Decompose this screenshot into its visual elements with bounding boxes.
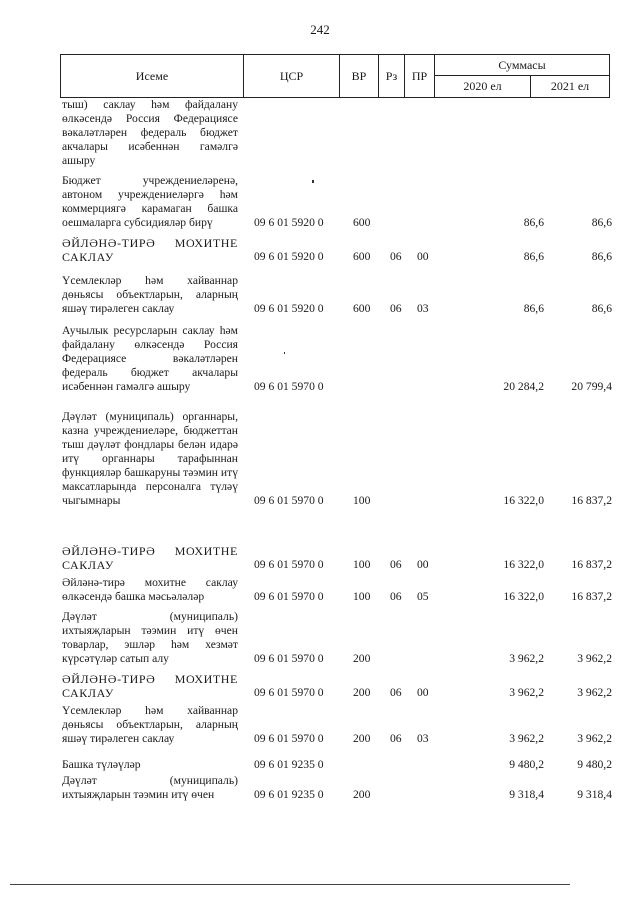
row-vr: 200 — [353, 732, 371, 745]
row-sum-2020: 20 284,2 — [503, 380, 544, 393]
row-values — [60, 758, 612, 772]
row-values — [60, 732, 612, 746]
row-pr: 00 — [417, 250, 429, 263]
row-csr: 09 6 01 5970 0 — [254, 494, 324, 507]
row-sum-2020: 16 322,0 — [503, 590, 544, 603]
row-name: тыш) саклау һәм файдалану өлкәсендә Россия Федерациясе вәкаләтләрен федераль бюджет акчалары исәбеннән гамәлгә ашыру — [62, 98, 238, 167]
row-sum-2021: 9 480,2 — [577, 758, 612, 771]
row-values — [60, 494, 612, 508]
page-bottom-line — [10, 884, 570, 885]
table-row — [60, 544, 612, 572]
row-name: Аучылык ресурсларын саклау һәм файдалану өлкәсендә Россия Федерациясе вәкаләтләрен федераль бюджет акчалары исәбеннән гамәлгә ашыру — [62, 324, 238, 393]
row-vr: 100 — [353, 558, 371, 571]
row-name: Дәүләт (муниципаль) органнары, казна учреждениеләре, бюджеттан тыш дәүләт фондлары белән идарә итү органнары тарафыннан функцияләр башкаруны тәэмин итү максатларында персоналга түләү чыгымнары — [62, 410, 238, 507]
row-name: ӘЙЛӘНӘ-ТИРӘ МОХИТНЕ САКЛАУ — [62, 672, 238, 700]
header-pr: ПР — [405, 55, 435, 97]
header-year-2020: 2020 ел — [435, 76, 531, 97]
row-sum-2021: 9 318,4 — [577, 788, 612, 801]
row-sum-2021: 86,6 — [591, 216, 612, 229]
row-sum-2021: 16 837,2 — [571, 494, 612, 507]
row-values — [60, 788, 612, 802]
scan-speck — [284, 352, 285, 354]
header-sum: Суммасы — [435, 55, 609, 76]
row-pr: 00 — [417, 558, 429, 571]
row-sum-2020: 3 962,2 — [509, 652, 544, 665]
row-name: ӘЙЛӘНӘ-ТИРӘ МОХИТНЕ САКЛАУ — [62, 544, 238, 572]
row-rz: 06 — [390, 590, 402, 603]
table-row — [60, 98, 612, 168]
row-name: Башка түләүләр — [62, 758, 141, 771]
row-pr: 03 — [417, 732, 429, 745]
row-values — [60, 686, 612, 700]
row-name: Үсемлекләр һәм хайваннар дөньясы объектларын, аларның яшәү тирәлеген саклау — [62, 274, 238, 315]
row-sum-2020: 9 480,2 — [509, 758, 544, 771]
row-pr: 00 — [417, 686, 429, 699]
header-vr: ВР — [340, 55, 379, 97]
row-csr: 09 6 01 5970 0 — [254, 380, 324, 393]
table-row — [60, 774, 612, 802]
page-number: 242 — [310, 22, 330, 37]
row-sum-2021: 3 962,2 — [577, 732, 612, 745]
table-row — [60, 410, 612, 508]
table-row — [60, 236, 612, 264]
row-rz: 06 — [390, 558, 402, 571]
row-csr: 09 6 01 9235 0 — [254, 758, 324, 771]
table-row — [60, 610, 612, 666]
row-sum-2020: 9 318,4 — [509, 788, 544, 801]
header-name: Исеме — [61, 55, 244, 97]
row-sum-2021: 86,6 — [591, 250, 612, 263]
row-sum-2020: 86,6 — [523, 216, 544, 229]
row-name: Дәүләт (муниципаль) ихтыяҗларын тәэмин итү өчен товарлар, эшләр һәм хезмәт күрсәтүләр сатып алу — [62, 610, 238, 665]
row-rz: 06 — [390, 302, 402, 315]
row-name: Бюджет учреждениеләренә, автоном учреждениеләргә һәм коммерциягә карамаган башка оешмаларга субсидияләр бирү — [62, 174, 238, 229]
row-sum-2020: 16 322,0 — [503, 558, 544, 571]
table-header — [60, 54, 610, 98]
row-sum-2020: 16 322,0 — [503, 494, 544, 507]
row-name: Үсемлекләр һәм хайваннар дөньясы объектларын, аларның яшәү тирәлеген саклау — [62, 704, 238, 745]
row-vr: 600 — [353, 302, 371, 315]
row-sum-2021: 16 837,2 — [571, 558, 612, 571]
row-rz: 06 — [390, 686, 402, 699]
row-csr: 09 6 01 5970 0 — [254, 652, 324, 665]
row-rz: 06 — [390, 732, 402, 745]
row-sum-2020: 86,6 — [523, 302, 544, 315]
row-sum-2021: 86,6 — [591, 302, 612, 315]
row-values — [60, 216, 612, 230]
row-values — [60, 652, 612, 666]
row-values — [60, 302, 612, 316]
row-sum-2020: 86,6 — [523, 250, 544, 263]
row-vr: 200 — [353, 652, 371, 665]
scan-speck — [312, 180, 314, 183]
row-sum-2021: 16 837,2 — [571, 590, 612, 603]
row-vr: 200 — [353, 686, 371, 699]
row-sum-2020: 3 962,2 — [509, 732, 544, 745]
row-csr: 09 6 01 5970 0 — [254, 686, 324, 699]
row-csr: 09 6 01 5920 0 — [254, 250, 324, 263]
row-name: Әйләнә-тирә мохитне саклау өлкәсендә башка мәсьәләләр — [62, 576, 238, 603]
row-pr: 03 — [417, 302, 429, 315]
table-row — [60, 324, 612, 394]
row-csr: 09 6 01 5970 0 — [254, 590, 324, 603]
row-csr: 09 6 01 5970 0 — [254, 558, 324, 571]
row-values — [60, 558, 612, 572]
row-vr: 200 — [353, 788, 371, 801]
row-pr: 05 — [417, 590, 429, 603]
row-csr: 09 6 01 5920 0 — [254, 302, 324, 315]
row-vr: 600 — [353, 216, 371, 229]
header-year-2021: 2021 ел — [550, 79, 590, 93]
row-values — [60, 380, 612, 394]
row-csr: 09 6 01 5920 0 — [254, 216, 324, 229]
row-csr: 09 6 01 5970 0 — [254, 732, 324, 745]
table-row — [60, 274, 612, 316]
row-csr: 09 6 01 9235 0 — [254, 788, 324, 801]
row-sum-2021: 20 799,4 — [571, 380, 612, 393]
row-values — [60, 590, 612, 604]
row-sum-2021: 3 962,2 — [577, 686, 612, 699]
row-values — [60, 154, 612, 168]
table-row — [60, 758, 612, 772]
table-row — [60, 576, 612, 604]
row-vr: 100 — [353, 494, 371, 507]
row-name: ӘЙЛӘНӘ-ТИРӘ МОХИТНЕ САКЛАУ — [62, 236, 238, 264]
row-sum-2021: 3 962,2 — [577, 652, 612, 665]
row-vr: 600 — [353, 250, 371, 263]
table-row — [60, 174, 612, 230]
row-rz: 06 — [390, 250, 402, 263]
header-rz: Рз — [379, 55, 405, 97]
table-row — [60, 672, 612, 700]
row-sum-2020: 3 962,2 — [509, 686, 544, 699]
row-name: Дәүләт (муниципаль) ихтыяҗларын тәэмин итү өчен — [62, 774, 238, 801]
row-vr: 100 — [353, 590, 371, 603]
table-row — [60, 704, 612, 746]
header-csr: ЦСР — [244, 55, 340, 97]
row-values — [60, 250, 612, 264]
